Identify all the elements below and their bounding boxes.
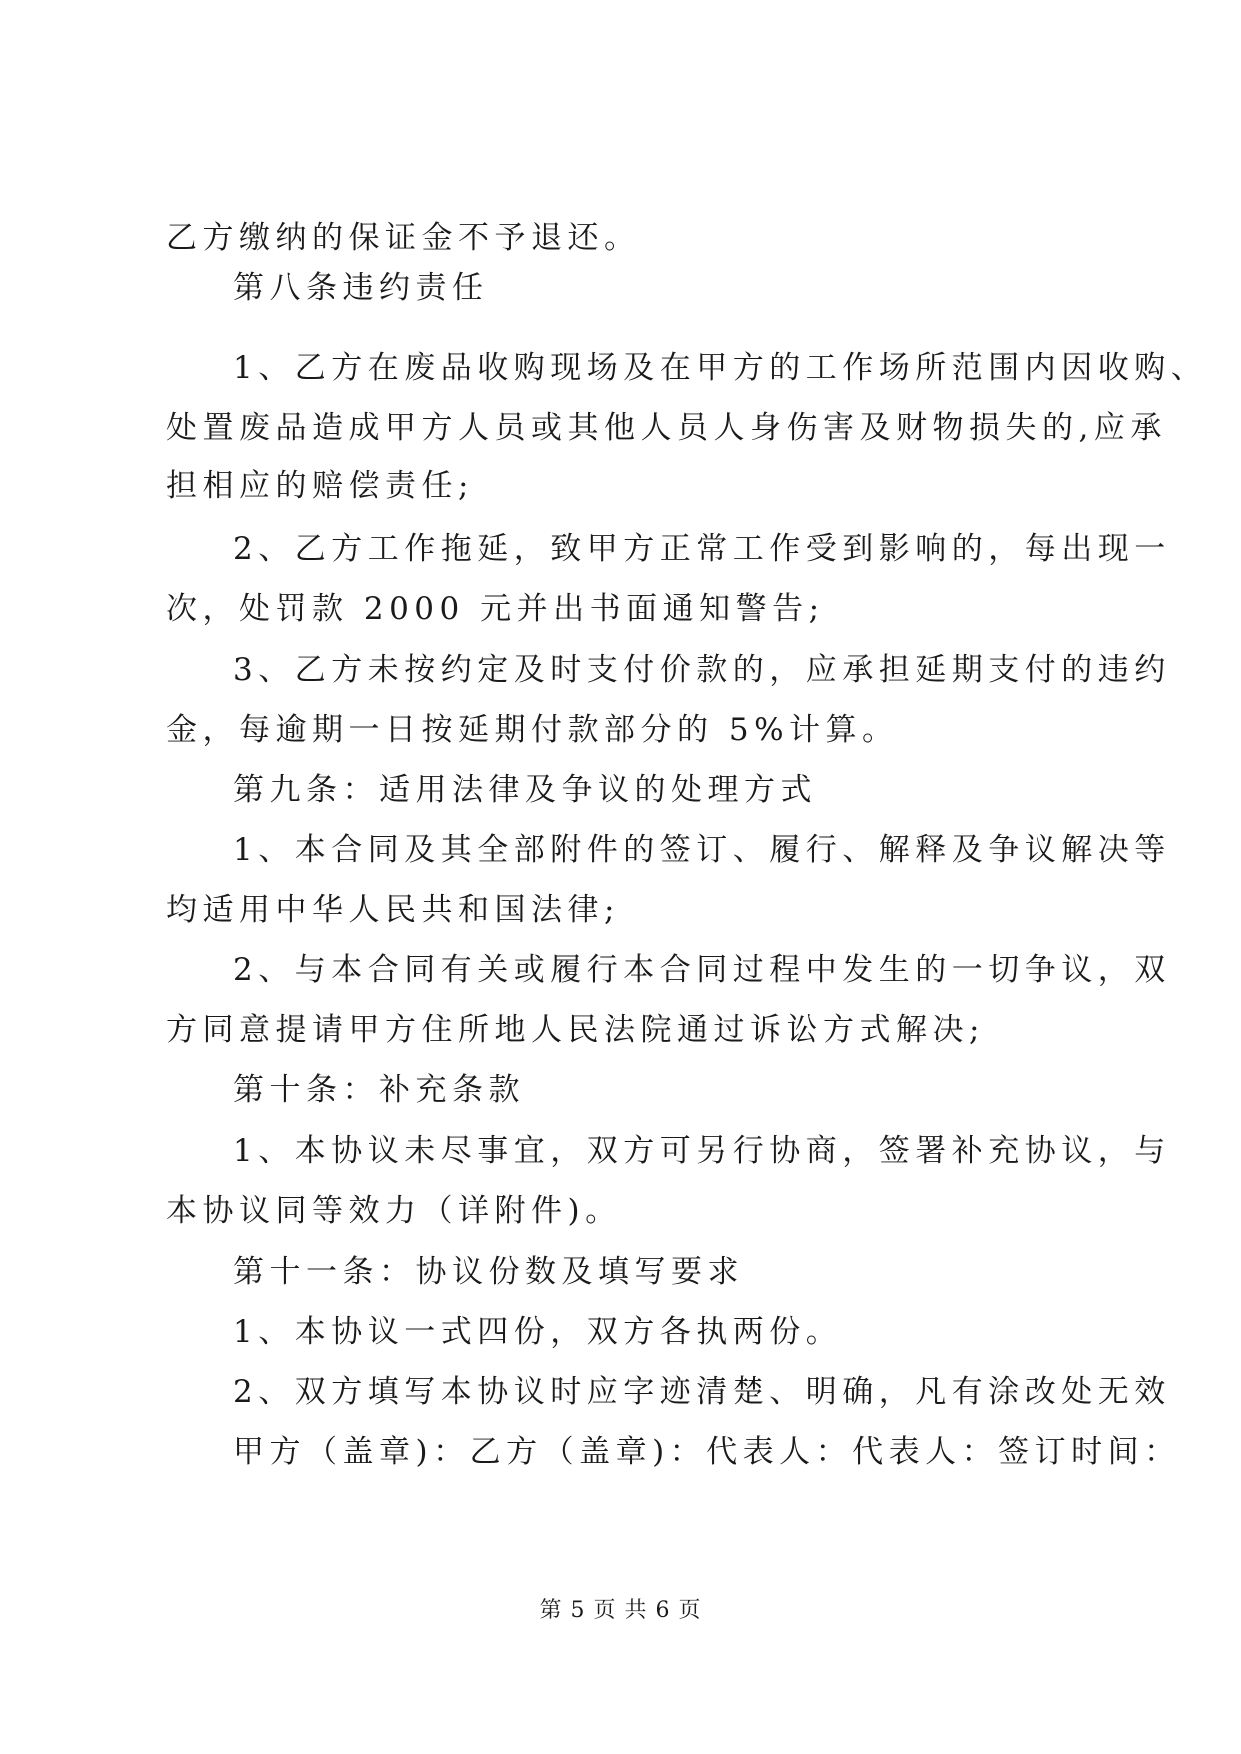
text-line: 1、本协议未尽事宜，双方可另行协商，签署补充协议，与 bbox=[233, 1133, 1171, 1169]
text-line: 乙方缴纳的保证金不予退还。 bbox=[166, 220, 641, 256]
text-line: 处置废品造成甲方人员或其他人员人身伤害及财物损失的,应承 bbox=[166, 410, 1167, 446]
section-heading: 第九条：适用法律及争议的处理方式 bbox=[233, 772, 817, 808]
section-heading: 第八条违约责任 bbox=[233, 270, 489, 306]
text-line: 金，每逾期一日按延期付款部分的 5%计算。 bbox=[166, 712, 899, 748]
text-line: 1、本协议一式四份，双方各执两份。 bbox=[233, 1314, 843, 1350]
page-number-footer: 第 5 页 共 6 页 bbox=[539, 1598, 702, 1623]
section-heading: 第十条：补充条款 bbox=[233, 1072, 525, 1108]
text-line: 1、乙方在废品收购现场及在甲方的工作场所范围内因收购、 bbox=[233, 350, 1208, 386]
text-line: 2、双方填写本协议时应字迹清楚、明确，凡有涂改处无效 bbox=[233, 1374, 1171, 1410]
text-line: 2、乙方工作拖延，致甲方正常工作受到影响的，每出现一 bbox=[233, 531, 1171, 567]
text-line: 担相应的赔偿责任; bbox=[166, 468, 474, 504]
text-line: 本协议同等效力（详附件)。 bbox=[166, 1193, 622, 1229]
text-line: 1、本合同及其全部附件的签订、履行、解释及争议解决等 bbox=[233, 832, 1171, 868]
text-line: 均适用中华人民共和国法律; bbox=[166, 892, 620, 928]
text-line: 3、乙方未按约定及时支付价款的，应承担延期支付的违约 bbox=[233, 652, 1171, 688]
text-line: 方同意提请甲方住所地人民法院通过诉讼方式解决; bbox=[166, 1012, 985, 1048]
text-line: 次，处罚款 2000 元并出书面通知警告; bbox=[166, 591, 825, 627]
signature-line: 甲方（盖章)：乙方（盖章)：代表人：代表人：签订时间： bbox=[233, 1434, 1181, 1470]
section-heading: 第十一条：协议份数及填写要求 bbox=[233, 1254, 744, 1290]
text-line: 2、与本合同有关或履行本合同过程中发生的一切争议，双 bbox=[233, 952, 1171, 988]
